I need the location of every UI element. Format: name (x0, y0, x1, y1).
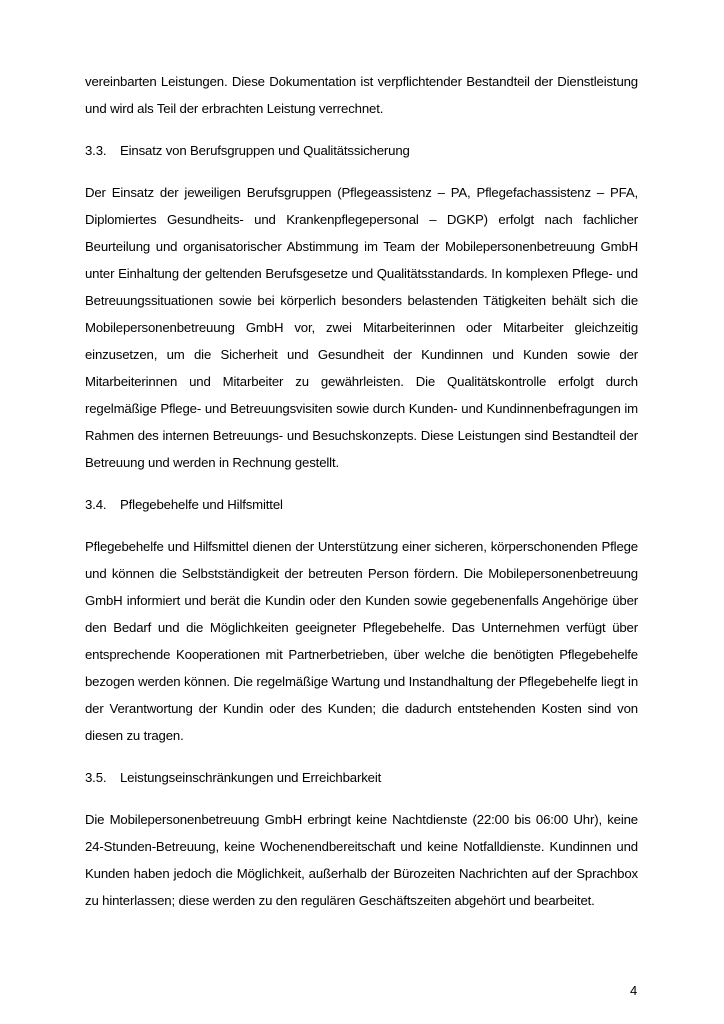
page-number: 4 (630, 983, 638, 998)
section-heading-3-3 (85, 137, 638, 164)
section-body-3-3: Der Einsatz der jeweiligen Berufsgruppen (Pflegeassistenz – PA, Pflegefachassistenz – PFA, Diplomiertes Gesundheits- und Krankenpflegepersonal – DGKP) erfolgt nach fachlicher Beurteilung und organisatorischer Abstimmung im Team der Mobilepersonenbetreuung GmbH unter Einhaltung der geltenden Berufsgesetze und Qualitätsstandards. In komplexen Pflege- und Betreuungssituationen sowie bei körperlich besonders belastenden Tätigkeiten behält sich die Mobilepersonenbetreuung GmbH vor, zwei Mitarbeiterinnen oder Mitarbeiter gleichzeitig einzusetzen, um die Sicherheit und Gesundheit der Kundinnen und Kunden sowie der Mitarbeiterinnen und Mitarbeiter zu gewährleisten. Die Qualitätskontrolle erfolgt durch regelmäßige Pflege- und Betreuungsvisiten sowie durch Kunden- und Kundinnenbefragungen im Rahmen des internen Betreuungs- und Besuchskonzepts. Diese Leistungen sind Bestandteil der Betreuung und werden in Rechnung gestellt. (85, 185, 638, 470)
section-number: 3.5. (85, 770, 107, 785)
section-title: Einsatz von Berufsgruppen und Qualitätssicherung (120, 143, 410, 158)
section-body-3-5: Die Mobilepersonenbetreuung GmbH erbringt keine Nachtdienste (22:00 bis 06:00 Uhr), keine 24-Stunden-Betreuung, keine Wochenendbereitschaft und keine Notfalldienste. Kundinnen und Kunden haben jedoch die Möglichkeit, außerhalb der Bürozeiten Nachrichten auf der Sprachbox zu hinterlassen; diese werden zu den regulären Geschäftszeiten abgehört und bearbeitet. (85, 812, 638, 908)
document-page (85, 68, 638, 914)
section-number: 3.3. (85, 143, 107, 158)
intro-paragraph: vereinbarten Leistungen. Diese Dokumentation ist verpflichtender Bestandteil der Dienstleistung und wird als Teil der erbrachten Leistung verrechnet. (85, 74, 638, 116)
section-number: 3.4. (85, 497, 107, 512)
section-body-3-4: Pflegebehelfe und Hilfsmittel dienen der Unterstützung einer sicheren, körperschonenden Pflege und können die Selbstständigkeit der betreuten Person fördern. Die Mobilepersonenbetreuung GmbH informiert und berät die Kundin oder den Kunden sowie gegebenenfalls Angehörige über den Bedarf und die Möglichkeiten geeigneter Pflegebehelfe. Das Unternehmen verfügt über entsprechende Kooperationen mit Partnerbetrieben, über welche die benötigten Pflegebehelfe bezogen werden können. Die regelmäßige Wartung und Instandhaltung der Pflegebehelfe liegt in der Verantwortung der Kundin oder des Kunden; die dadurch entstehenden Kosten sind von diesen zu tragen. (85, 539, 638, 743)
section-title: Leistungseinschränkungen und Erreichbarkeit (120, 770, 382, 785)
section-heading-3-5 (85, 764, 638, 791)
section-heading-3-4 (85, 491, 638, 518)
section-title: Pflegebehelfe und Hilfsmittel (120, 497, 283, 512)
